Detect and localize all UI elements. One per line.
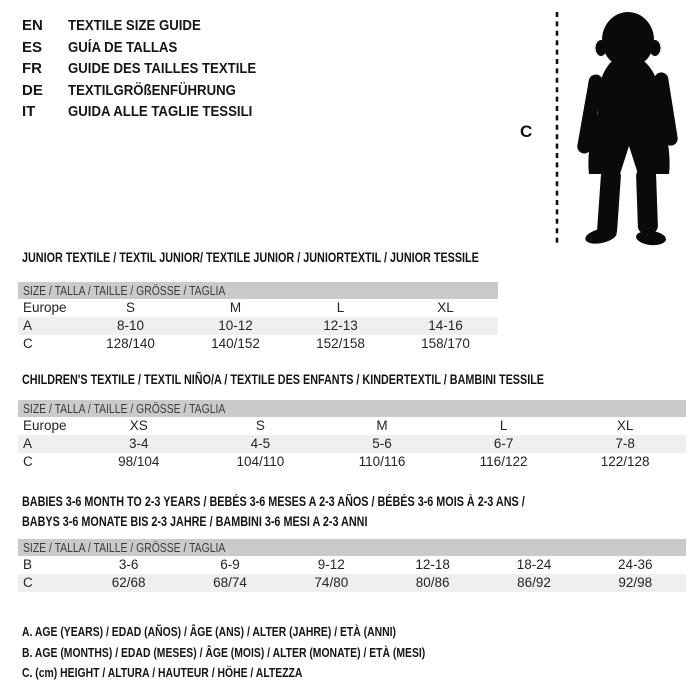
lang-code: FR [22,60,42,77]
row-label: C [23,454,33,469]
row-label: C [23,575,33,590]
guide-title-fr: GUIDE DES TAILLES TEXTILE [68,60,257,77]
children-table-title: CHILDREN'S TEXTILE / TEXTIL NIÑO/A / TEXTILE DES ENFANTS / KINDERTEXTIL / BAMBINI TESSILE [22,372,545,387]
lang-code: EN [22,17,43,34]
table-row: C 98/104 104/110 110/116 116/122 122/128 [18,453,686,471]
babies-table-title: BABIES 3-6 MONTH TO 2-3 YEARS / BEBÉS 3-6 MESES A 2-3 AÑOS / BÉBÉS 3-6 MOIS À 2-3 ANS / BABYS 3-6 MONATE BIS 2-3 JAHRE / BAMBINI 3-6 MESI A 2-3 ANNI [22,494,525,529]
measure-legend [22,622,526,684]
language-title-list [22,15,282,123]
legend-age-months: B. AGE (MONTHS) / EDAD (MESES) / ÂGE (MOIS) / ALTER (MONATE) / ETÀ (MESI) [22,644,426,660]
legend-age-years: A. AGE (YEARS) / EDAD (AÑOS) / ÂGE (ANS) / ALTER (JAHRE) / ETÀ (ANNI) [22,624,397,639]
junior-table-title: JUNIOR TEXTILE / TEXTIL JUNIOR/ TEXTILE JUNIOR / JUNIORTEXTIL / JUNIOR TESSILE [22,250,479,265]
guide-title-de: TEXTILGRÖßENFÜHRUNG [68,81,236,99]
row-label: A [23,436,33,451]
lang-row-en [22,15,282,37]
row-label: Europe [23,418,67,433]
row-label: A [23,318,33,333]
size-header-bar: SIZE / TALLA / TAILLE / GRÖSSE / TAGLIA [18,282,498,299]
size-header-bar: SIZE / TALLA / TAILLE / GRÖSSE / TAGLIA [18,400,686,417]
table-row: B 3-6 6-9 9-12 12-18 18-24 24-36 [18,556,686,574]
row-label: B [23,557,33,572]
legend-height-cm: C. (cm) HEIGHT / ALTURA / HAUTEUR / HÖHE / ALTEZZA [22,665,303,680]
table-row: C 62/68 68/74 74/80 80/86 86/92 92/98 [18,574,686,592]
lang-row-es [22,37,282,59]
lang-code: IT [22,103,36,120]
toddler-silhouette-icon [565,8,700,248]
table-row: A 8-10 10-12 12-13 14-16 [18,317,498,335]
table-row: Europe XS S M L XL [18,417,686,435]
size-header-bar: SIZE / TALLA / TAILLE / GRÖSSE / TAGLIA [18,539,686,556]
lang-row-fr [22,58,282,80]
table-row: A 3-4 4-5 5-6 6-7 7-8 [18,435,686,453]
row-label: C [23,336,33,351]
babies-size-table [18,539,686,592]
table-row: C 128/140 140/152 152/158 158/170 [18,335,498,353]
lang-code: DE [22,81,43,99]
table-row: Europe S M L XL [18,299,498,317]
guide-title-it: GUIDA ALLE TAGLIE TESSILI [68,103,253,120]
height-measure-dashed-line-icon [554,12,560,244]
guide-title-es: GUÍA DE TALLAS [68,38,178,56]
lang-row-de [22,80,282,102]
lang-code: ES [22,38,43,56]
lang-row-it [22,101,282,123]
junior-size-table [18,282,498,353]
measure-c-label: C [520,122,533,141]
guide-title-en: TEXTILE SIZE GUIDE [68,17,201,34]
children-size-table [18,400,686,471]
height-measure-figure [512,6,700,250]
row-label: Europe [23,300,67,315]
